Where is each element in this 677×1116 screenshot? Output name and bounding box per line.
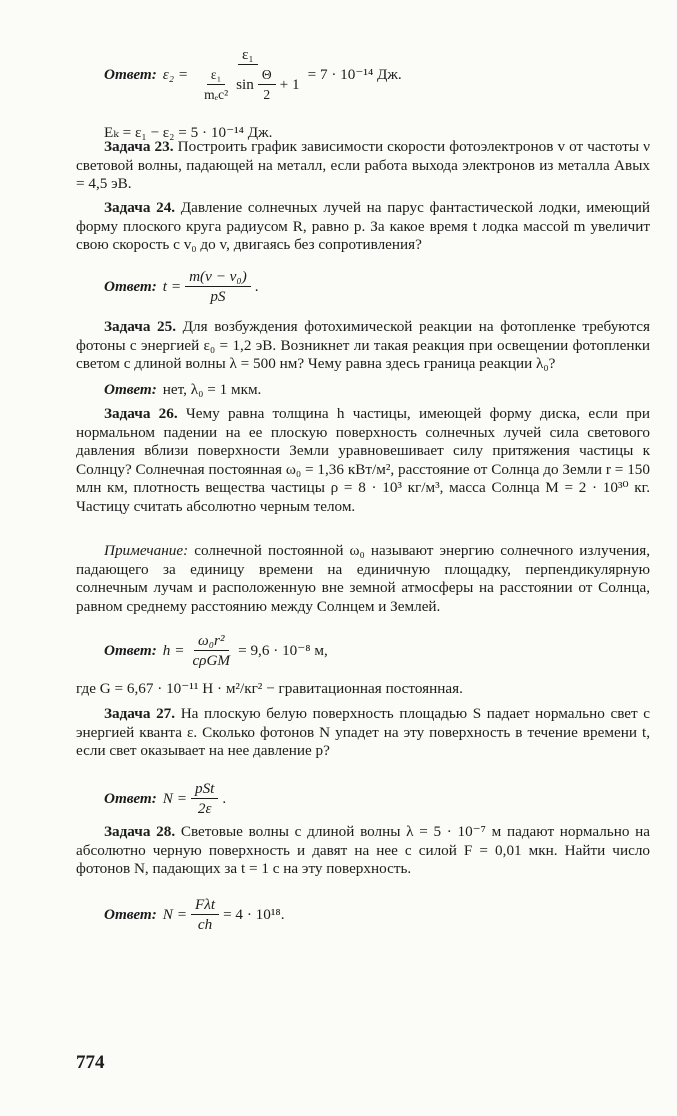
answer-label: Ответ:: [104, 277, 157, 295]
answer-label: Ответ:: [104, 789, 157, 807]
task-25: [76, 318, 650, 374]
fraction-numerator: m(v − v₀): [185, 268, 251, 287]
ek-formula: Eₖ = ε₁ − ε₂ = 5 · 10⁻¹⁴ Дж.: [104, 124, 273, 141]
fraction-denominator: cρGM: [192, 652, 231, 669]
inner-fraction: [200, 66, 232, 103]
answer-label: Ответ:: [104, 65, 157, 83]
formula-rhs: = 7 · 10⁻¹⁴ Дж.: [307, 66, 402, 83]
g-text: где G = 6,67 · 10⁻¹¹ H · м²/кг² − гравитационная постоянная.: [76, 680, 463, 697]
formula-lhs: ε₂ =: [162, 65, 189, 83]
task-title: Задача 24.: [104, 199, 176, 216]
formula-rhs: = 4 · 10¹⁸.: [223, 905, 285, 923]
note-26: [76, 542, 650, 616]
sin-text: sin: [236, 76, 254, 93]
fraction-numerator: ε₁: [238, 46, 258, 65]
formula-lhs: t =: [162, 277, 182, 295]
task-text: На плоскую белую поверхность площадью S падает нормально свет с энергией кванта ε. Сколько фотонов N упадет на эту поверхность в течение времени t, если свет оказывает на нее давление p?: [76, 705, 651, 760]
task-text: Световые волны с длиной волны λ = 5 · 10⁻⁷ м падают нормально на абсолютно черную поверхность и давят на нее с силой F = 0,01 мкн. Найти число фотонов N, падающих за t = 1 с на эту поверхность.: [76, 823, 651, 878]
formula-lhs: h =: [162, 641, 185, 659]
formula-fraction: [185, 268, 251, 305]
answer-24: [104, 268, 259, 305]
task-24: [76, 199, 650, 255]
task-text: Давление солнечных лучей на парус фантастической лодки, имеющий форму плоского круга радиусом R, равно p. За какое время t лодка массой m увеличит свою скорость с v₀ до v, двигаясь без сопротивления?: [76, 199, 651, 254]
task-26: [76, 405, 650, 517]
fraction-numerator: ω₀r²: [194, 632, 228, 651]
fraction-numerator: pSt: [191, 780, 218, 799]
task-title: Задача 25.: [104, 318, 177, 335]
fraction-denominator: [192, 65, 303, 103]
task-text: Построить график зависимости скорости фотоэлектронов v от частоты ν световой волны, падающей на металл, если работа выхода электронов из металла Aвых = 4,5 эВ.: [76, 138, 651, 193]
answer-25: [104, 381, 261, 399]
fraction-denominator: ch: [197, 916, 213, 933]
formula-fraction: [192, 46, 303, 103]
theta-numerator: Θ: [258, 66, 276, 85]
formula-tail: .: [254, 277, 259, 295]
task-title: Задача 23.: [104, 138, 174, 155]
task-23: [76, 138, 650, 194]
answer-26: [104, 632, 328, 669]
answer-e2: [104, 46, 402, 103]
formula-rhs: = 9,6 · 10⁻⁸ м,: [238, 642, 328, 659]
task-text: Для возбуждения фотохимической реакции на фотопленке требуются фотоны с энергией ε₀ = 1,2 эВ. Возникнет ли такая реакция при освещении фотопленки светом с длиной волны λ = 500 нм? Чему равна здесь граница реакции λ₀?: [76, 318, 650, 373]
g-line: [76, 680, 650, 699]
task-title: Задача 28.: [104, 823, 176, 840]
fraction-denominator: pS: [210, 288, 226, 305]
answer-28: [104, 896, 285, 933]
theta-denominator: 2: [263, 87, 271, 102]
inner-numerator: ε₁: [207, 66, 225, 85]
task-text: Чему равна толщина h частицы, имеющей форму диска, если при нормальном падении на ее плоскую поверхность солнечных лучей сила светового давления вблизи поверхности Земли уравновешивает силу притяжения частицы к Солнцу? Солнечная постоянная ω₀ = 1,36 кВт/м², расстояние от Солнца до Земли r = 150 млн км, плотность вещества частицы ρ = 8 · 10³ кг/м³, масса Солнца M = 2 · 10³⁰ кг. Частицу считать абсолютно черным телом.: [76, 405, 650, 515]
answer-text: нет, λ₀ = 1 мкм.: [162, 381, 262, 398]
note-text: солнечной постоянной ω₀ называют энергию солнечного излучения, падающего за единицу времени на единичную площадку, перпендикулярную солнечным лучам и расположенную вне земной атмосферы на расстоянии от Солнца, равном среднему расстоянию между Солнцем и Землей.: [76, 542, 650, 615]
answer-label: Ответ:: [104, 905, 157, 923]
task-28: [76, 823, 650, 879]
page-number: 774: [76, 1052, 105, 1073]
answer-label: Ответ:: [104, 381, 157, 398]
formula-fraction: [188, 632, 234, 669]
formula-fraction: [191, 896, 219, 933]
theta-fraction: [258, 66, 276, 103]
task-title: Задача 26.: [104, 405, 178, 422]
formula-fraction: [191, 780, 218, 817]
answer-27: [104, 780, 226, 817]
formula-tail: .: [222, 789, 227, 807]
formula-lhs: N =: [162, 905, 187, 923]
fraction-numerator: Fλt: [191, 896, 219, 915]
inner-denominator: mₑc²: [204, 87, 229, 102]
plus-one: + 1: [279, 76, 300, 93]
fraction-denominator: 2ε: [197, 800, 212, 817]
formula-lhs: N =: [162, 789, 187, 807]
note-label: Примечание:: [104, 542, 189, 559]
task-27: [76, 705, 650, 761]
task-title: Задача 27.: [104, 705, 176, 722]
answer-label: Ответ:: [104, 641, 157, 659]
